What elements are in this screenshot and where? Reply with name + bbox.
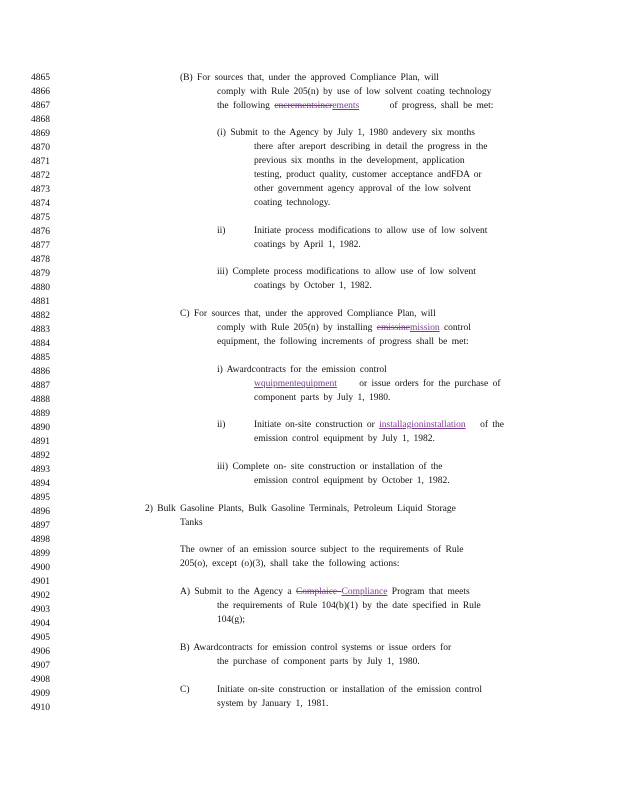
section-2-para-line-1: The owner of an emission source subject to the requirements of Rule [180,545,464,555]
line-number: 4905 [31,633,50,643]
line-number: 4872 [31,171,50,181]
section-2-heading-line-2: Tanks [180,518,203,528]
item-2b-line-1: B) Awardcontracts for emission control systems or issue orders for [180,643,452,653]
item-b-i-line-4: testing, product quality, customer acceptance andFDA or [254,170,482,180]
item-c-ii-label: ii) [217,420,226,430]
line-number: 4902 [31,591,50,601]
section-c-line-1: C) For sources that, under the approved Compliance Plan, will [180,309,436,319]
item-2c-label: C) [180,685,190,695]
line-number: 4895 [31,493,50,503]
item-2c-line-2: system by January 1, 1981. [217,699,329,709]
line-number: 4881 [31,297,50,307]
text-run: control [443,323,471,333]
line-number: 4879 [31,269,50,279]
item-c-iii-line-2: emission control equipment by October 1, 1982. [254,476,450,486]
line-number: 4906 [31,647,50,657]
line-number: 4873 [31,185,50,195]
line-number: 4865 [31,73,50,83]
line-number: 4887 [31,381,50,391]
item-2a-line-3: 104(g); [217,615,245,625]
line-number: 4904 [31,619,50,629]
section-b-line-3 [217,101,493,112]
line-number: 4898 [31,535,50,545]
item-2a-line-2: the requirements of Rule 104(b)(1) by the date specified in Rule [217,601,481,611]
item-b-ii-line-2: coatings by April 1, 1982. [254,240,361,250]
line-number: 4896 [31,507,50,517]
text-run: or issue orders for the purchase of [359,379,501,389]
inserted-text: wquipmentequipment [254,379,337,389]
line-number: 4866 [31,87,50,97]
line-number: 4899 [31,549,50,559]
item-c-i-line-2 [254,379,501,390]
text-run: A) Submit to the Agency a [180,587,292,597]
line-number: 4890 [31,423,50,433]
text-run: of the [480,420,504,430]
line-number: 4867 [31,101,50,111]
line-number: 4908 [31,675,50,685]
line-number: 4882 [31,311,50,321]
line-number: 4876 [31,227,50,237]
section-2-heading-line-1: 2) Bulk Gasoline Plants, Bulk Gasoline Terminals, Petroleum Liquid Storage [145,504,456,514]
item-b-i-line-6: coating technology. [254,198,331,208]
line-number: 4871 [31,157,50,167]
line-number: 4874 [31,199,50,209]
section-c-line-3: equipment, the following increments of progress shall be met: [217,337,469,347]
text-run: of progress, shall be met: [389,101,494,111]
item-b-i-line-1: (i) Submit to the Agency by July 1, 1980 andevery six months [217,128,475,138]
text-run: Initiate on-site construction or [254,420,375,430]
inserted-text: Compliance [341,587,388,597]
line-number: 4878 [31,255,50,265]
line-number: 4877 [31,241,50,251]
deleted-text: emissine [376,323,411,333]
line-number: 4901 [31,577,50,587]
line-number: 4886 [31,367,50,377]
line-number: 4907 [31,661,50,671]
line-number: 4909 [31,689,50,699]
item-b-i-line-2: there after areport describing in detail the progress in the [254,142,488,152]
line-number: 4910 [31,703,50,713]
section-2-para-line-2: 205(o), except (o)(3), shall take the following actions: [180,559,400,569]
item-b-iii-line-2: coatings by October 1, 1982. [254,281,372,291]
line-number: 4903 [31,605,50,615]
inserted-text: mission [410,323,440,333]
line-number: 4892 [31,451,50,461]
inserted-text: installagioninstallation [379,420,466,430]
line-number: 4888 [31,395,50,405]
item-c-i-line-3: component parts by July 1, 1980. [254,393,391,403]
item-b-i-line-3: previous six months in the development, application [254,156,465,166]
inserted-text: ements [332,101,360,111]
line-number: 4900 [31,563,50,573]
line-number: 4897 [31,521,50,531]
section-c-line-2 [217,323,471,334]
section-b-line-1: (B) For sources that, under the approved Compliance Plan, will [180,73,439,83]
line-number: 4884 [31,339,50,349]
item-c-ii-line-1 [254,420,504,431]
item-2c-line-1: Initiate on-site construction or installation of the emission control [217,685,483,695]
line-number: 4883 [31,325,50,335]
line-number: 4889 [31,409,50,419]
line-number: 4894 [31,479,50,489]
item-c-ii-line-2: emission control equipment by July 1, 1982. [254,434,435,444]
item-b-iii-line-1: iii) Complete process modifications to allow use of low solvent [217,267,476,277]
line-number: 4891 [31,437,50,447]
line-number: 4875 [31,213,50,223]
line-number: 4869 [31,129,50,139]
item-c-iii-line-1: iii) Complete on- site construction or installation of the [217,462,443,472]
item-2a-line-1 [180,587,470,598]
text-run: Program that meets [391,587,470,597]
line-number: 4870 [31,143,50,153]
item-2b-line-2: the purchase of component parts by July 1, 1980. [217,657,420,667]
line-number: 4893 [31,465,50,475]
line-number: 4880 [31,283,50,293]
section-b-line-2: comply with Rule 205(n) by use of low solvent coating technology [217,87,492,97]
item-c-i-line-1: i) Awardcontracts for the emission control [217,365,387,375]
text-run: comply with Rule 205(n) by installing [217,323,373,333]
deleted-text: encrementsincr [274,101,333,111]
text-run: the following [217,101,270,111]
item-b-ii-label: ii) [217,226,226,236]
item-b-i-line-5: other government agency approval of the low solvent [254,184,471,194]
item-b-ii-line-1: Initiate process modifications to allow use of low solvent [254,226,488,236]
line-number: 4885 [31,353,50,363]
line-number: 4868 [31,115,50,125]
deleted-text: Complaice [295,587,342,597]
